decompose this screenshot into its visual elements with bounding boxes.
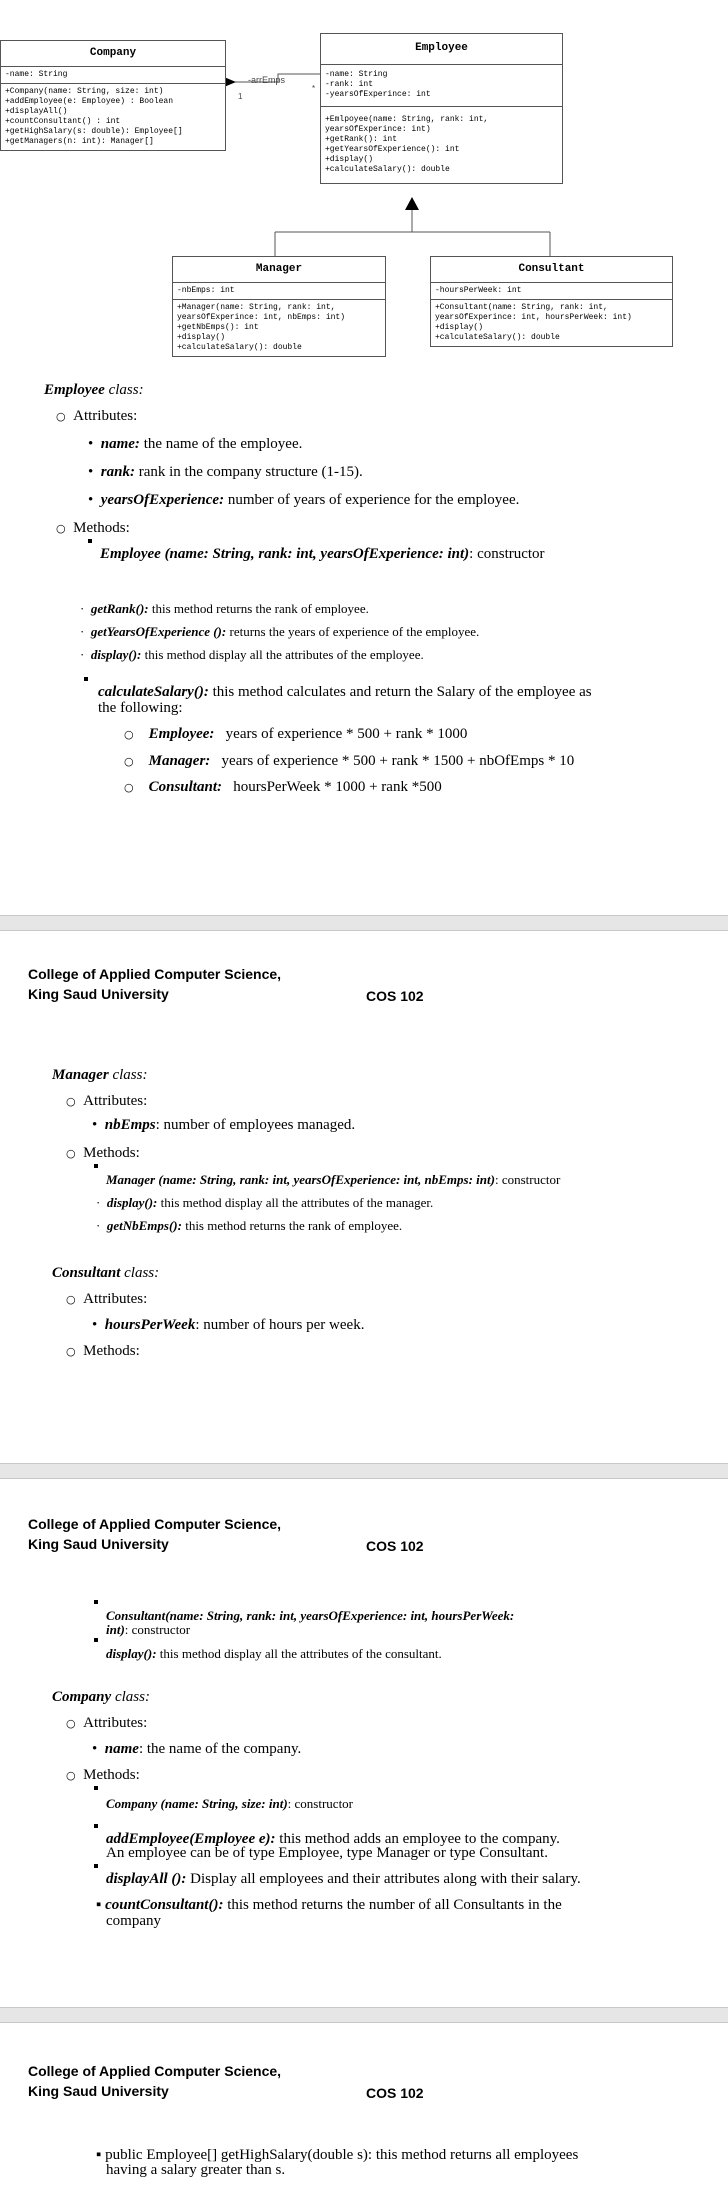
method-desc: this method display all the attributes of the consultant. — [156, 1646, 442, 1661]
attr-item — [88, 464, 363, 481]
method-item — [106, 1645, 442, 1662]
uml-methods: +Emlpoyee(name: String, rank: int, yearsOfExperince: int) +getRank(): int +getYearsOfExperience(): int +display() +calculateSalary(): double — [325, 115, 489, 174]
bullet-icon: • — [88, 492, 94, 508]
square-bullet-icon — [94, 1824, 98, 1828]
uml-class-title: Manager — [173, 257, 385, 283]
calc-item-cont: the following: — [98, 700, 183, 716]
class-word: class: — [111, 1689, 150, 1705]
circle-bullet-icon: ○ — [66, 1147, 76, 1160]
method-signature: Employee (name: String, rank: int, yearsOfExperience: int) — [100, 546, 470, 562]
attr-desc: : number of hours per week. — [195, 1317, 365, 1333]
method-desc: Display all employees and their attributes along with their salary. — [186, 1871, 581, 1887]
method-signature: Consultant(name: String, rank: int, yearsOfExperience: int, hoursPerWeek: — [106, 1608, 515, 1623]
constructor-text-cont — [106, 1621, 190, 1638]
attr-name: rank: — [100, 464, 135, 480]
bullet-icon: • — [88, 436, 94, 452]
method-item — [96, 1897, 562, 1914]
method-item-cont: having a salary greater than s. — [106, 2162, 286, 2178]
attr-desc: rank in the company structure (1-15). — [134, 464, 363, 480]
attr-desc: number of years of experience for the employee. — [224, 492, 520, 508]
page-header-college — [28, 2061, 281, 2101]
uml-class-title: Employee — [321, 34, 562, 65]
method-item — [80, 646, 424, 663]
attr-item — [88, 492, 519, 509]
method-desc: : constructor — [469, 546, 545, 562]
attributes-label — [66, 1291, 147, 1308]
page-1 — [0, 0, 728, 915]
methods-label — [56, 520, 130, 537]
label-text: Attributes: — [73, 408, 138, 424]
uml-attributes: -hoursPerWeek: int — [431, 283, 672, 300]
method-desc: this method display all the attributes of the employee. — [141, 647, 424, 662]
formula-item — [124, 726, 467, 743]
method-item — [96, 1194, 433, 1211]
method-desc: public Employee[] getHighSalary(double s): this method returns all employees — [105, 2147, 579, 2163]
course-code: COS 102 — [366, 2085, 424, 2101]
class-name: Consultant — [52, 1265, 121, 1281]
circle-bullet-icon: ○ — [66, 1717, 76, 1730]
display-bullet — [94, 1635, 98, 1652]
class-word: class: — [108, 1067, 148, 1083]
uml-class-title: Consultant — [431, 257, 672, 283]
page-4 — [0, 2023, 728, 2187]
label-text: Attributes: — [83, 1715, 148, 1731]
formula-expr: hoursPerWeek * 1000 + rank *500 — [233, 779, 442, 795]
attr-name: yearsOfExperience: — [100, 492, 225, 508]
circle-bullet-icon: ○ — [66, 1293, 76, 1306]
class-word: class: — [120, 1265, 160, 1281]
university-name: King Saud University — [28, 1536, 169, 1552]
circle-bullet-icon: ○ — [66, 1769, 76, 1782]
displayall-bullet — [94, 1861, 98, 1878]
method-desc: this method adds an employee to the company. — [275, 1831, 560, 1847]
method-desc: this method display all the attributes of the manager. — [157, 1195, 434, 1210]
attr-item — [92, 1741, 301, 1758]
method-name: getNbEmps(): — [106, 1218, 182, 1233]
add-bullet — [94, 1821, 98, 1838]
attr-desc: : the name of the company. — [138, 1741, 302, 1757]
square-bullet-icon — [94, 1164, 98, 1168]
uml-attributes: -name: String -rank: int -yearsOfExperince: int — [321, 65, 562, 107]
formula-expr: years of experience * 500 + rank * 1000 — [225, 726, 468, 742]
attributes-label — [66, 1715, 147, 1732]
uml-employee-class — [320, 33, 563, 184]
page-separator — [0, 915, 728, 931]
method-desc: this method returns the rank of employee. — [181, 1218, 403, 1233]
uml-class-title: Company — [1, 41, 225, 67]
method-item-cont: company — [106, 1913, 161, 1929]
page-separator — [0, 2007, 728, 2023]
circle-bullet-icon: ○ — [66, 1345, 76, 1358]
uml-attributes: -nbEmps: int — [173, 283, 385, 300]
method-desc: this method returns the number of all Consultants in the — [223, 1897, 562, 1913]
bullet-icon: • — [92, 1317, 98, 1333]
manager-class-heading — [52, 1067, 147, 1084]
college-name: College of Applied Computer Science, — [28, 966, 282, 982]
method-name: countConsultant(): — [105, 1897, 224, 1913]
consultant-class-heading — [52, 1265, 159, 1282]
bullet-icon: • — [88, 464, 94, 480]
attr-item — [92, 1317, 364, 1334]
method-name: display(): — [90, 647, 142, 662]
constructor-text — [100, 546, 545, 563]
course-code: COS 102 — [366, 1538, 424, 1554]
university-name: King Saud University — [28, 986, 169, 1002]
method-desc: : constructor — [124, 1622, 191, 1637]
method-item — [106, 1871, 581, 1888]
attr-name: name: — [100, 436, 140, 452]
class-name: Employee — [44, 382, 105, 398]
label-text: Methods: — [83, 1343, 140, 1359]
circle-bullet-icon: ○ — [124, 781, 134, 794]
formula-item — [124, 779, 442, 796]
small-bullet-icon: · — [96, 1218, 101, 1233]
small-bullet-icon: · — [80, 647, 85, 662]
label-text: Attributes: — [83, 1093, 148, 1109]
square-bullet-icon — [94, 1638, 98, 1642]
attr-item — [92, 1117, 355, 1134]
method-name: displayAll (): — [106, 1871, 187, 1887]
method-desc: returns the years of experience of the employee. — [226, 624, 480, 639]
method-desc: : constructor — [287, 1796, 354, 1811]
constructor-item — [88, 536, 92, 553]
method-name: getRank(): — [90, 601, 149, 616]
page-separator — [0, 1463, 728, 1479]
inheritance-arrow — [405, 197, 419, 210]
methods-label — [66, 1145, 140, 1162]
method-item — [96, 1217, 402, 1234]
uml-methods: +Manager(name: String, rank: int, yearsOfExperince: int, nbEmps: int) +getNbEmps(): int +display() +calculateSalary(): double — [177, 303, 346, 352]
method-name: display(): — [106, 1646, 157, 1661]
page-3 — [0, 1479, 728, 2007]
method-desc: this method returns the rank of employee. — [148, 601, 369, 616]
attr-desc: : number of employees managed. — [155, 1117, 356, 1133]
constructor-text — [106, 1795, 353, 1812]
method-signature: Company (name: String, size: int) — [106, 1796, 288, 1811]
label-text: Methods: — [83, 1145, 140, 1161]
method-desc: this method calculates and return the Salary of the employee as — [208, 684, 592, 700]
course-code: COS 102 — [366, 988, 424, 1004]
circle-bullet-icon: ○ — [124, 755, 134, 768]
attributes-label — [66, 1093, 147, 1110]
university-name: King Saud University — [28, 2083, 169, 2099]
circle-bullet-icon: ○ — [56, 522, 66, 535]
small-bullet-icon: ▪ — [96, 1897, 102, 1913]
attr-desc: the name of the employee. — [139, 436, 303, 452]
small-bullet-icon: · — [80, 624, 85, 639]
label-text: Methods: — [73, 520, 130, 536]
employee-class-heading — [44, 382, 144, 399]
assoc-label: -arrEmps — [248, 75, 286, 85]
methods-label — [66, 1767, 140, 1784]
college-name: College of Applied Computer Science, — [28, 2063, 282, 2079]
method-desc: : constructor — [494, 1172, 561, 1187]
constructor-bullet — [94, 1597, 98, 1614]
class-word: class: — [104, 382, 144, 398]
uml-methods: +Consultant(name: String, rank: int, yearsOfExperince: int, hoursPerWeek: int) +display() +calculateSalary(): double — [435, 303, 632, 342]
square-bullet-icon — [94, 1786, 98, 1790]
square-bullet-icon — [84, 677, 88, 681]
circle-bullet-icon: ○ — [124, 728, 134, 741]
attr-name: nbEmps — [104, 1117, 156, 1133]
attributes-label — [56, 408, 137, 425]
attr-item — [88, 436, 302, 453]
formula-item — [124, 753, 574, 770]
attr-name: hoursPerWeek — [104, 1317, 196, 1333]
circle-bullet-icon: ○ — [66, 1095, 76, 1108]
calc-bullet — [84, 674, 88, 691]
uml-consultant-class — [430, 256, 673, 347]
method-name: display(): — [106, 1195, 158, 1210]
method-item — [80, 623, 479, 640]
uml-company-class — [0, 40, 226, 151]
multiplicity-many: * — [312, 84, 316, 93]
square-bullet-icon — [94, 1864, 98, 1868]
method-signature: Manager (name: String, rank: int, yearsOfExperience: int, nbEmps: int) — [106, 1172, 495, 1187]
college-name: College of Applied Computer Science, — [28, 1516, 282, 1532]
uml-attributes: -name: String — [1, 67, 225, 84]
company-class-heading — [52, 1689, 150, 1706]
formula-who: Consultant: — [148, 779, 222, 795]
method-signature: int) — [106, 1622, 125, 1637]
square-bullet-icon — [94, 1600, 98, 1604]
class-name: Company — [52, 1689, 112, 1705]
calc-item — [98, 684, 592, 701]
multiplicity-one: 1 — [238, 92, 243, 101]
method-item-cont: An employee can be of type Employee, type Manager or type Consultant. — [106, 1845, 548, 1861]
small-bullet-icon: · — [96, 1195, 101, 1210]
method-name: addEmployee(Employee e): — [106, 1831, 276, 1847]
method-name: calculateSalary(): — [98, 684, 209, 700]
uml-methods: +Company(name: String, size: int) +addEmployee(e: Employee) : Boolean +displayAll() +countConsultant() : int +getHighSalary(s: double): Employee[] +getManagers(n: int): Manager[] — [5, 87, 183, 146]
constructor-text — [106, 1171, 560, 1188]
label-text: Attributes: — [83, 1291, 148, 1307]
page-header-college — [28, 964, 281, 1004]
constructor-bullet — [94, 1783, 98, 1800]
label-text: Methods: — [83, 1767, 140, 1783]
bullet-icon: • — [92, 1117, 98, 1133]
bullet-icon: • — [92, 1741, 98, 1757]
method-name: getYearsOfExperience (): — [90, 624, 227, 639]
square-bullet-icon — [88, 539, 92, 543]
formula-who: Manager: — [148, 753, 211, 769]
uml-manager-class — [172, 256, 386, 357]
page-2 — [0, 931, 728, 1463]
small-bullet-icon: · — [80, 601, 85, 616]
formula-who: Employee: — [148, 726, 215, 742]
circle-bullet-icon: ○ — [56, 410, 66, 423]
attr-name: name — [104, 1741, 139, 1757]
formula-expr: years of experience * 500 + rank * 1500 + nbOfEmps * 10 — [221, 753, 575, 769]
small-bullet-icon: ▪ — [96, 2147, 102, 2163]
constructor-bullet — [94, 1161, 98, 1178]
method-item — [80, 600, 369, 617]
page-header-college — [28, 1514, 281, 1554]
class-name: Manager — [52, 1067, 109, 1083]
methods-label — [66, 1343, 140, 1360]
